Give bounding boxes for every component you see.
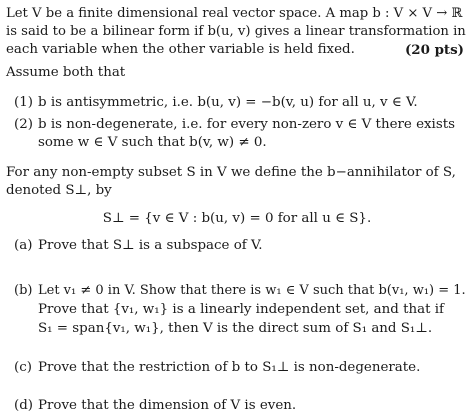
part-d bbox=[14, 398, 296, 414]
intro-line-1: Let V be a finite dimensional real vector space. A map b : V × V → ℝ bbox=[6, 6, 463, 21]
condition-2-continuation: some w ∈ V such that b(v, w) ≠ 0. bbox=[38, 135, 267, 150]
part-b bbox=[14, 283, 466, 299]
part-b-text: Let v₁ ≠ 0 in V. Show that there is w₁ ∈ V such that b(v₁, w₁) = 1. bbox=[38, 283, 466, 298]
part-c-text: Prove that the restriction of b to S₁⊥ is non-degenerate. bbox=[38, 360, 421, 375]
condition-1-text: b is antisymmetric, i.e. b(u, v) = −b(v, u) for all u, v ∈ V. bbox=[38, 95, 418, 110]
condition-2-label: (2) bbox=[14, 117, 33, 132]
part-d-text: Prove that the dimension of V is even. bbox=[38, 398, 297, 413]
condition-1 bbox=[14, 95, 418, 111]
part-d-label: (d) bbox=[14, 398, 34, 413]
part-b-line-3: S₁ = span{v₁, w₁}, then V is the direct sum of S₁ and S₁⊥. bbox=[38, 321, 433, 336]
condition-2-text: b is non-degenerate, i.e. for every non-zero v ∈ V there exists bbox=[38, 117, 455, 132]
definition-display bbox=[0, 211, 474, 226]
intro-line-3: each variable when the other variable is held fixed. bbox=[6, 42, 355, 57]
part-a-label: (a) bbox=[14, 238, 33, 253]
part-c bbox=[14, 360, 420, 376]
definition-line-2: denoted S⊥, by bbox=[6, 183, 112, 198]
points-label: (20 pts) bbox=[404, 42, 464, 58]
definition-line-1: For any non-empty subset S in V we define the b−annihilator of S, bbox=[6, 165, 456, 180]
intro-line-2: is said to be a bilinear form if b(u, v) gives a linear transformation in bbox=[6, 24, 466, 39]
condition-2 bbox=[14, 117, 455, 133]
assume-heading: Assume both that bbox=[6, 65, 126, 80]
part-c-label: (c) bbox=[14, 360, 32, 375]
definition-equation: S⊥ = {v ∈ V : b(u, v) = 0 for all u ∈ S}. bbox=[102, 211, 372, 226]
part-b-line-2: Prove that {v₁, w₁} is a linearly independent set, and that if bbox=[38, 302, 444, 317]
part-a-text: Prove that S⊥ is a subspace of V. bbox=[38, 238, 263, 253]
part-a bbox=[14, 238, 263, 254]
part-b-label: (b) bbox=[14, 283, 33, 298]
condition-1-label: (1) bbox=[14, 95, 33, 110]
